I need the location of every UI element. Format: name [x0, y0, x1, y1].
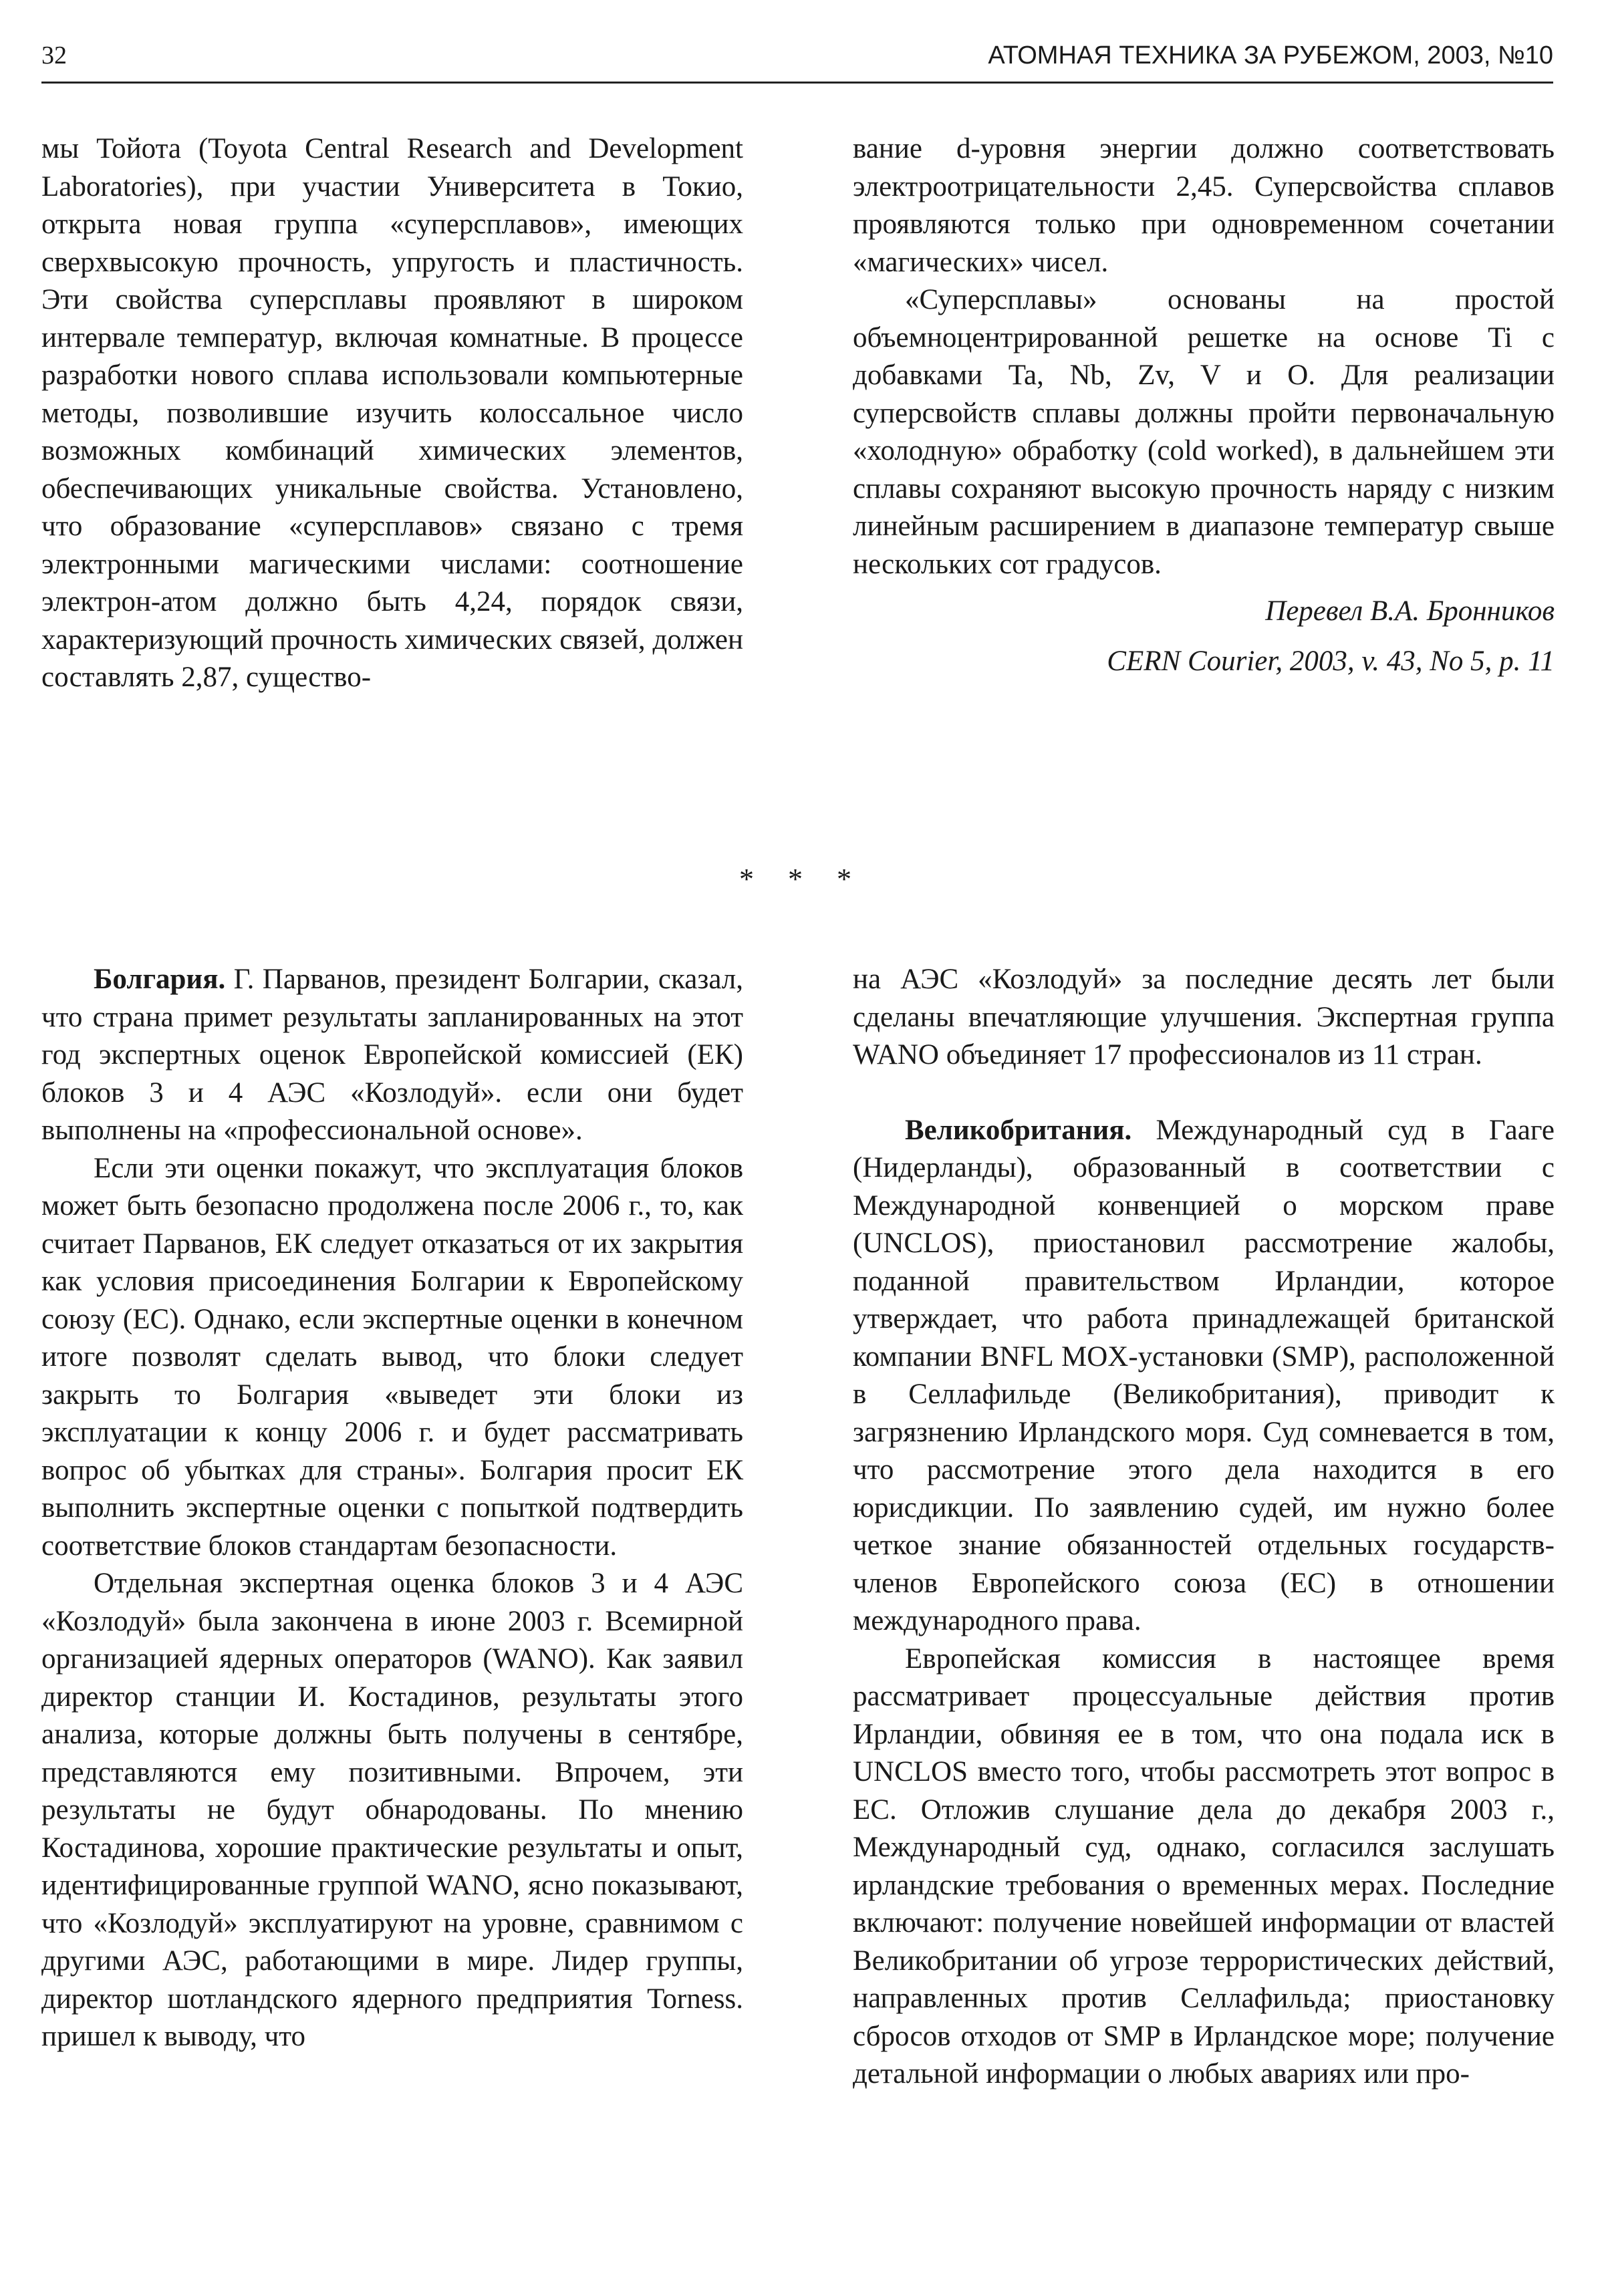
- article1-left-text: мы Тойота (Toyota Central Research and Development Laboratories), при участии Университета в Токио, открыта новая группа «суперсплавов», имеющих сверхвысокую прочность, упругость и пластичность. Эти свойства суперсплавы проявляют в широком интервале температур, включая комнатные. В процессе разработки нового сплава использовали компьютерные методы, позволившие изучить колоссальное число возможных комбинаций химических элементов, обеспечивающих уникальные свойства. Установлено, что образование «суперсплавов» связано с тремя электронными магическими числами: соотношение электрон-атом должно быть 4,24, порядок связи, характеризующий прочность химических связей, должен составлять 2,87, существо-: [41, 133, 743, 693]
- article2-right-column: [853, 961, 1555, 2094]
- uk-text-1: Международный суд в Гааге (Нидерланды), образованный в соответствии с Международной конвенцией о морском праве (UNCLOS), приостановил рассмотрение жалобы, поданной правительством Ирландии, которое утверждает, что работа принадлежащей британской компании BNFL MOX-установки (SMP), расположенной в Селлафильде (Великобритания), приводит к загрязнению Ирландского моря. Суд сомневается в том, что рассмотрение этого дела находится в его юрисдикции. По заявлению судей, им нужно более четкое знание обязанностей отдельных государств-членов Европейского союза (ЕС) в отношении международного права.: [853, 1114, 1555, 1636]
- page-number: 32: [41, 41, 67, 69]
- uk-paragraph-2: Европейская комиссия в настоящее время рассматривает процессуальные действия против Ирландии, обвиняя ее в том, что она подала иск в UNCLOS вместо того, чтобы рассмотреть этот вопрос в ЕС. Отложив слушание дела до декабря 2003 г., Международный суд, однако, согласился заслушать ирландские требования о временных мерах. Последние включают: получение новейшей информации от властей Великобритании об угрозе террористических действий, направленных против Селлафильда; приостановку сбросов отходов от SMP в Ирландское море; получение детальной информации о любых авариях или про-: [853, 1642, 1555, 2090]
- bulgaria-heading: Болгария.: [94, 964, 226, 995]
- bulgaria-paragraph-2: Если эти оценки покажут, что эксплуатация блоков может быть безопасно продолжена после 2006 г., то, как считает Парванов, ЕК следует отказаться от их закрытия как условия присоединения Болгарии к Европейскому союзу (ЕС). Однако, если экспертные оценки в конечном итоге позволят сделать вывод, что блоки следует закрыть то Болгария «выведет эти блоки из эксплуатации к концу 2006 г. и будет рассматривать вопрос об убытках для страны». Болгария просит ЕК выполнить экспертные оценки с попыткой подтвердить соответствие блоков стандартам безопасности.: [41, 1152, 743, 1562]
- article1-right-paragraph-1: вание d-уровня энергии должно соответствовать электроотрицательности 2,45. Суперсвойства сплавов проявляются только при одновременном сочетании «магических» чисел.: [853, 133, 1555, 278]
- article1-right-column: [853, 130, 1555, 680]
- header-rule: [41, 82, 1553, 84]
- article1-left-column: [41, 130, 743, 697]
- article1-right-paragraph-2: «Суперсплавы» основаны на простой объемноцентрированной решетке на основе Ti с добавками Ta, Nb, Zv, V и O. Для реализации суперсвойств сплавы должны пройти первоначальную «холодную» обработку (cold worked), в дальнейшем эти сплавы сохраняют высокую прочность наряду с низким линейным расширением в диапазоне температур свыше нескольких сот градусов.: [853, 284, 1555, 580]
- section-separator: * * *: [739, 863, 865, 895]
- translator-credit: Перевел В.А. Бронников: [1265, 595, 1555, 627]
- bulgaria-paragraph-1: [41, 961, 743, 1150]
- uk-paragraph-1: [853, 1112, 1555, 1640]
- article2-left-column: [41, 961, 743, 2056]
- bulgaria-paragraph-4: на АЭС «Козлодуй» за последние десять лет были сделаны впечатляющие улучшения. Экспертная группа WANO объединяет 17 профессионалов из 11 стран.: [853, 964, 1555, 1070]
- bulgaria-text-1: Г. Парванов, президент Болгарии, сказал, что страна примет результаты запланированных на этот год экспертных оценок Европейской комиссией (ЕК) блоков 3 и 4 АЭС «Козлодуй». если они будет выполнены на «профессиональной основе».: [41, 964, 743, 1146]
- source-citation: CERN Courier, 2003, v. 43, No 5, p. 11: [1107, 645, 1555, 677]
- bulgaria-paragraph-3: Отдельная экспертная оценка блоков 3 и 4 АЭС «Козлодуй» была закончена в июне 2003 г. Всемирной организацией ядерных операторов (WANO). Как заявил директор станции И. Костадинов, результаты этого анализа, которые должны быть получены в сентябре, представляются ему позитивными. Впрочем, эти результаты не будут обнародованы. По мнению Костадинова, хорошие практические результаты и опыт, идентифицированные группой WANO, ясно показывают, что «Козлодуй» эксплуатируют на уровне, сравнимом с другими АЭС, работающими в мире. Лидер группы, директор шотландского ядерного предприятия Torness. пришел к выводу, что: [41, 1568, 743, 2052]
- page-header: [41, 35, 1553, 76]
- uk-heading: Великобритания.: [905, 1114, 1132, 1146]
- journal-title: АТОМНАЯ ТЕХНИКА ЗА РУБЕЖОМ, 2003, №10: [988, 41, 1553, 69]
